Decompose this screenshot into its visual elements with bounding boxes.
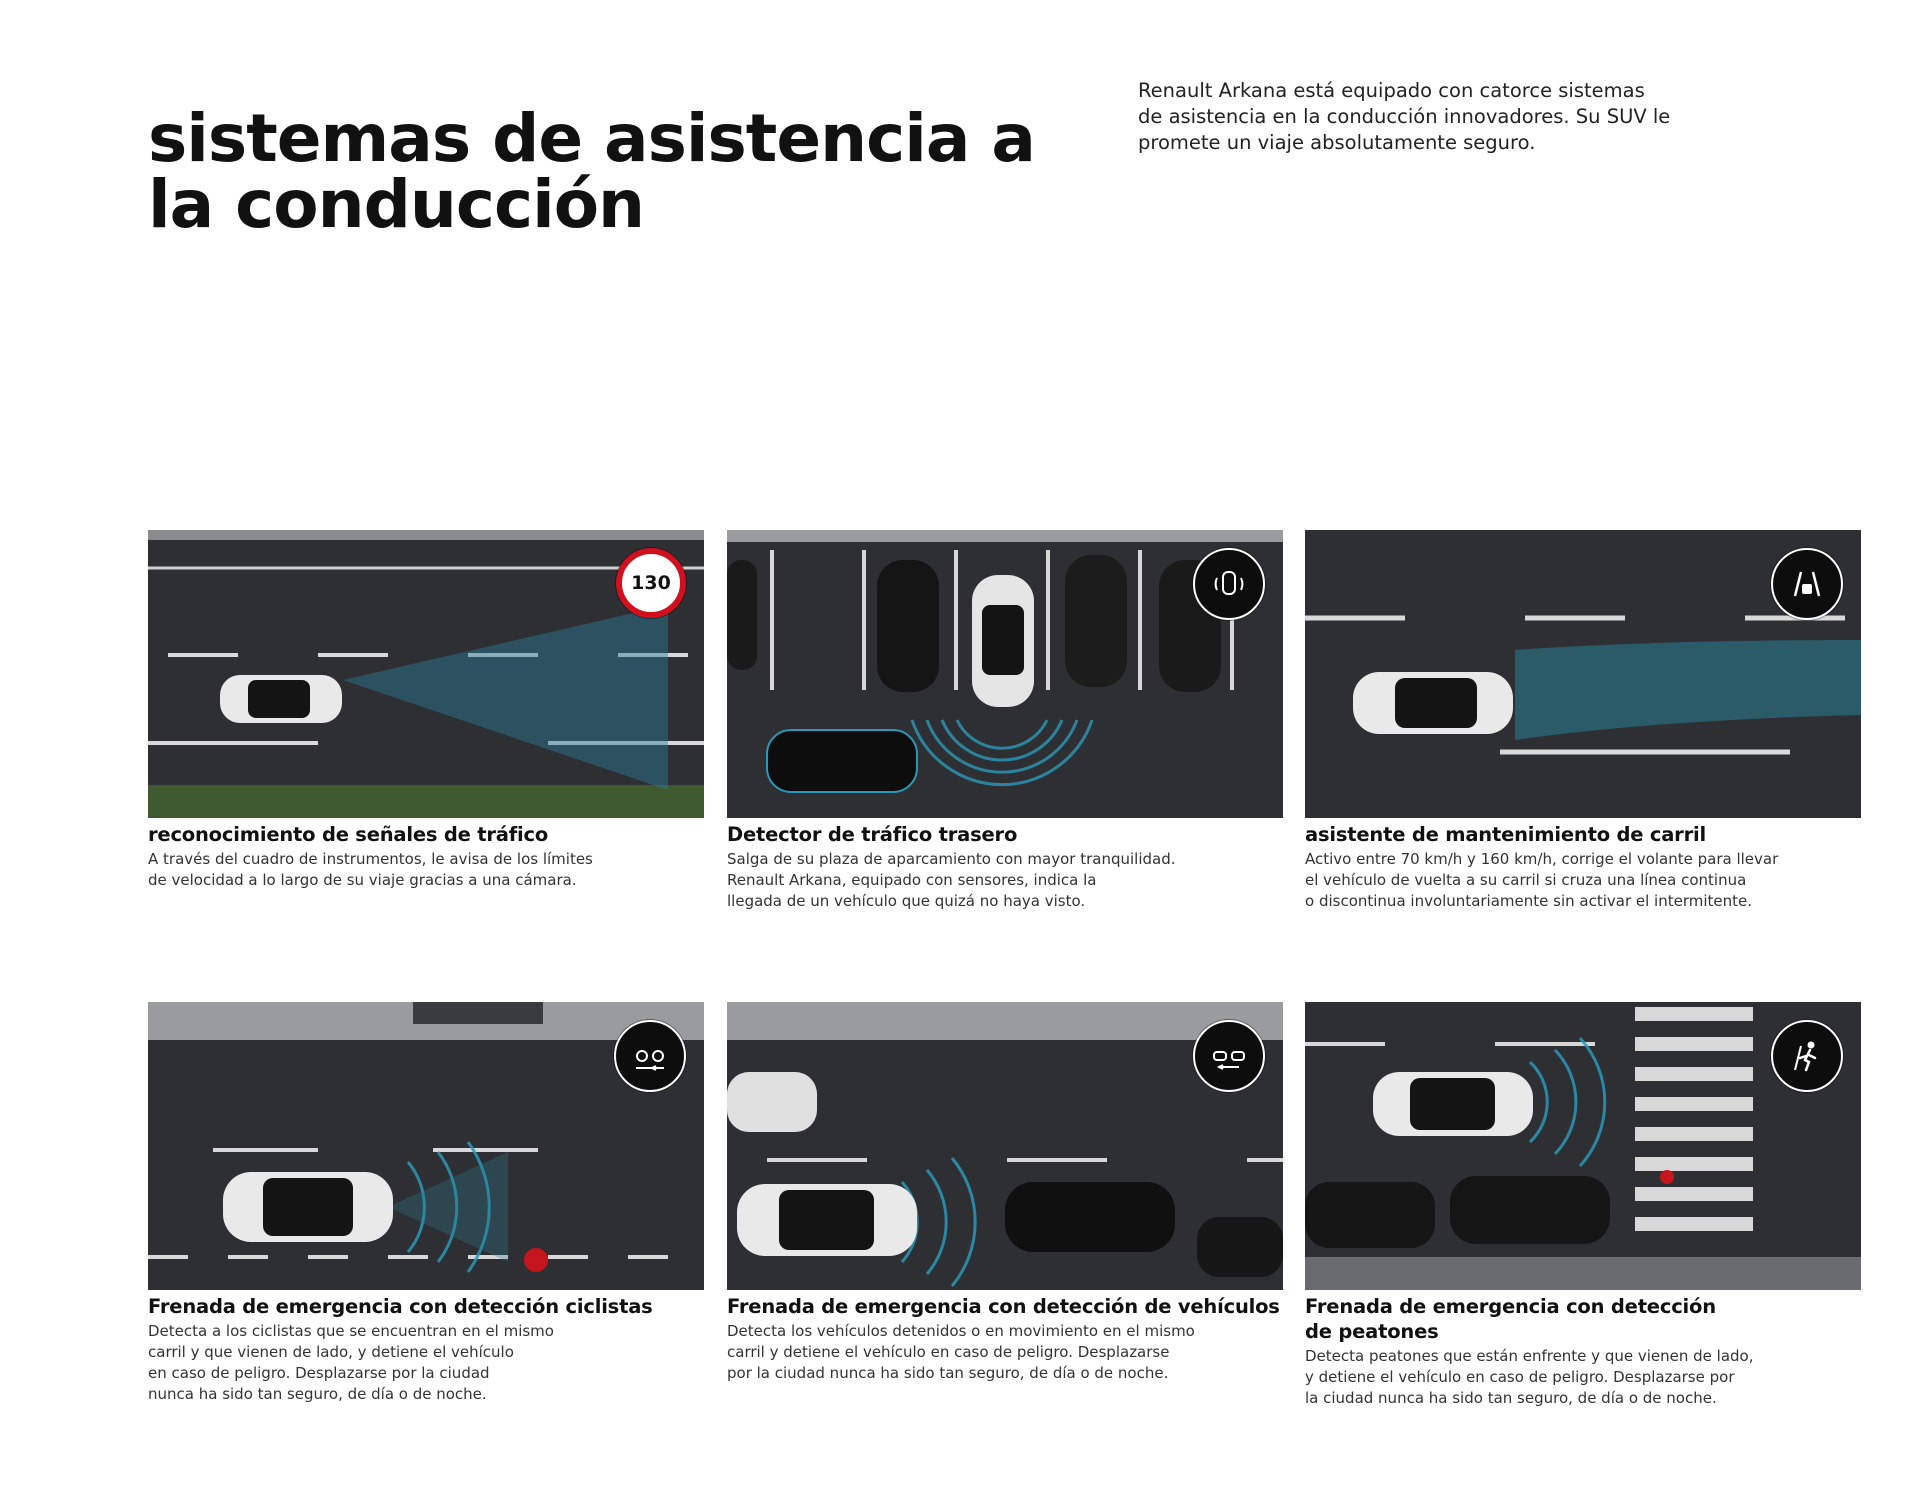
description-line: y detiene el vehículo en caso de peligro. Desplazarse por: [1305, 1368, 1735, 1386]
card-description: [727, 849, 1283, 912]
description-line: Detecta peatones que están enfrente y que vienen de lado,: [1305, 1347, 1754, 1365]
intro-line: de asistencia en la conducción innovadores. Su SUV le: [1138, 105, 1671, 128]
card-title-line: Detector de tráfico trasero: [727, 823, 1018, 846]
card-description: [148, 1321, 704, 1405]
card-title-line: reconocimiento de señales de tráfico: [148, 823, 549, 846]
feature-image: [727, 1002, 1283, 1290]
description-line: Renault Arkana, equipado con sensores, indica la: [727, 871, 1097, 889]
card-title: [1305, 822, 1861, 847]
feature-image: [727, 530, 1283, 818]
description-line: Detecta a los ciclistas que se encuentran en el mismo: [148, 1322, 554, 1340]
description-line: por la ciudad nunca ha sido tan seguro, de día o de noche.: [727, 1364, 1169, 1382]
card-title: [1305, 1294, 1861, 1344]
card-description: [727, 1321, 1283, 1384]
feature-card-lane-keeping: [1305, 530, 1861, 912]
card-description: [1305, 1346, 1861, 1409]
title-line: sistemas de asistencia a: [148, 100, 1035, 178]
card-title: [727, 822, 1283, 847]
description-line: el vehículo de vuelta a su carril si cruza una línea continua: [1305, 871, 1747, 889]
description-line: carril y detiene el vehículo en caso de peligro. Desplazarse: [727, 1343, 1170, 1361]
card-title-line: Frenada de emergencia con detección: [1305, 1295, 1716, 1318]
page-title: [148, 100, 1048, 244]
description-line: carril y que vienen de lado, y detiene el vehículo: [148, 1343, 514, 1361]
parking-sensor-car-icon: [1193, 548, 1265, 620]
title-line: la conducción: [148, 166, 645, 244]
pedestrian-detection-icon: [1771, 1020, 1843, 1092]
card-description: [148, 849, 704, 891]
feature-image: [1305, 1002, 1861, 1290]
lane-keeping-icon: [1771, 548, 1843, 620]
description-line: de velocidad a lo largo de su viaje gracias a una cámara.: [148, 871, 577, 889]
description-line: Activo entre 70 km/h y 160 km/h, corrige el volante para llevar: [1305, 850, 1779, 868]
intro-line: promete un viaje absolutamente seguro.: [1138, 131, 1536, 154]
vehicle-detection-icon: [1193, 1020, 1265, 1092]
speed-limit-sign-icon: [616, 548, 686, 618]
intro-text: [1138, 78, 1758, 156]
card-title: [148, 822, 704, 847]
card-title: [148, 1294, 704, 1319]
description-line: A través del cuadro de instrumentos, le avisa de los límites: [148, 850, 593, 868]
feature-image: [1305, 530, 1861, 818]
feature-card-traffic-sign-recognition: [148, 530, 704, 891]
feature-card-pedestrian-detection: [1305, 1002, 1861, 1409]
feature-card-vehicle-detection: [727, 1002, 1283, 1384]
description-line: o discontinua involuntariamente sin activar el intermitente.: [1305, 892, 1753, 910]
card-title-line: Frenada de emergencia con detección ciclistas: [148, 1295, 653, 1318]
intro-line: Renault Arkana está equipado con catorce sistemas: [1138, 79, 1645, 102]
description-line: la ciudad nunca ha sido tan seguro, de día o de noche.: [1305, 1389, 1717, 1407]
description-line: nunca ha sido tan seguro, de día o de noche.: [148, 1385, 487, 1403]
description-line: llegada de un vehículo que quizá no haya visto.: [727, 892, 1086, 910]
card-title-line: de peatones: [1305, 1320, 1439, 1343]
badge-text: 130: [631, 572, 671, 594]
feature-card-rear-traffic-detector: [727, 530, 1283, 912]
feature-image: [148, 530, 704, 818]
card-title: [727, 1294, 1283, 1319]
card-description: [1305, 849, 1861, 912]
feature-card-cyclist-detection: [148, 1002, 704, 1405]
card-title-line: Frenada de emergencia con detección de vehículos: [727, 1295, 1280, 1318]
description-line: en caso de peligro. Desplazarse por la ciudad: [148, 1364, 490, 1382]
card-title-line: asistente de mantenimiento de carril: [1305, 823, 1706, 846]
cyclist-detection-icon: [614, 1020, 686, 1092]
description-line: Detecta los vehículos detenidos o en movimiento en el mismo: [727, 1322, 1195, 1340]
feature-image: [148, 1002, 704, 1290]
description-line: Salga de su plaza de aparcamiento con mayor tranquilidad.: [727, 850, 1176, 868]
